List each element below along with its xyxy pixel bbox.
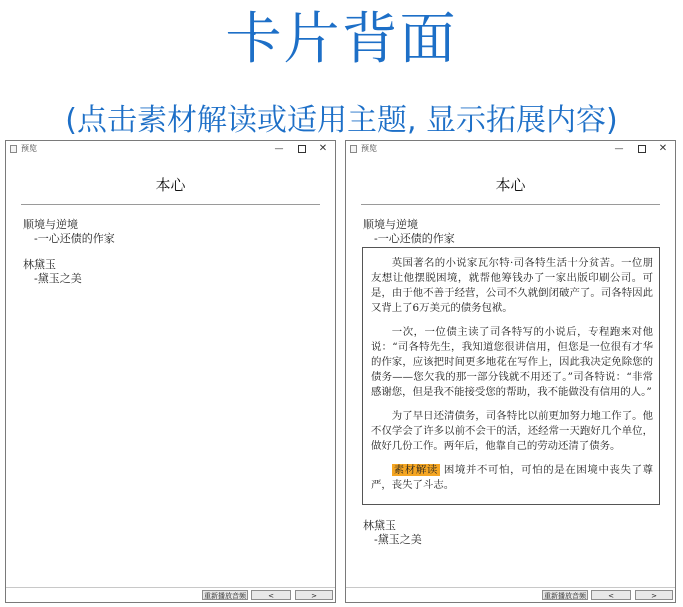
preview-window-collapsed [5, 140, 336, 603]
material-link-1[interactable]: -一心还债的作家 [374, 232, 455, 245]
minimize-button[interactable]: — [614, 144, 624, 154]
window-title: 预览 [361, 144, 377, 153]
theme-heading-1[interactable]: 顺境与逆境 [23, 218, 78, 231]
window-title: 预览 [21, 144, 37, 153]
maximize-button[interactable] [292, 142, 312, 156]
window-app-icon [350, 145, 357, 153]
preview-window-expanded [345, 140, 676, 603]
window-titlebar[interactable] [346, 141, 675, 158]
story-paragraph-3: 为了早日还清债务，司各特比以前更加努力地工作了。他不仅学会了许多以前不会干的活，还经常一天跑好几个单位，做好几份工作。两年后，他靠自己的劳动还清了债务。 [371, 410, 653, 452]
maximize-icon [298, 145, 306, 153]
prev-button[interactable]: < [251, 590, 291, 600]
replay-audio-button[interactable]: 重新播放音频 [544, 592, 586, 600]
maximize-button[interactable] [632, 142, 652, 156]
close-button[interactable]: ✕ [318, 143, 328, 154]
story-paragraph-1: 英国著名的小说家瓦尔特·司各特生活十分贫苦。一位朋友想让他摆脱困境，就帮他筹钱办了一家出版印刷公司。可是，由于他不善于经营，公司不久就倒闭破产了。司各特因此又背上了6万美元的债务包袱。 [371, 257, 653, 314]
bottom-toolbar [6, 587, 335, 602]
prev-button[interactable]: < [591, 590, 631, 600]
expanded-content-panel [362, 247, 660, 505]
next-button[interactable]: > [635, 590, 673, 600]
bottom-toolbar [346, 587, 675, 602]
page-subheading: (点击素材解读或适用主题, 显示拓展内容) [65, 103, 618, 138]
maximize-icon [638, 145, 646, 153]
material-link-2[interactable]: -黛玉之美 [34, 272, 82, 285]
analysis-paragraph [371, 463, 653, 493]
close-button[interactable]: ✕ [658, 143, 668, 154]
minimize-button[interactable]: — [274, 144, 284, 154]
title-divider [21, 204, 320, 205]
window-app-icon [10, 145, 17, 153]
card-title: 本心 [155, 176, 186, 194]
material-link-1[interactable]: -一心还债的作家 [34, 232, 115, 245]
next-button[interactable]: > [295, 590, 333, 600]
theme-heading-2[interactable]: 林黛玉 [23, 258, 56, 271]
page-heading: 卡片背面 [225, 7, 458, 72]
title-divider [361, 204, 660, 205]
story-paragraph-2: 一次，一位债主读了司各特写的小说后，专程跑来对他说：“司各特先生，我知道您很讲信用，但您是一位很有才华的作家，应该把时间更多地花在写作上，因此我决定免除您的债务——您欠我的那一部分钱就不用还了。”司各特说：“非常感谢您，但是我不能接受您的帮助，我不能做没有信用的人。” [371, 326, 653, 398]
replay-audio-button[interactable]: 重新播放音频 [204, 592, 246, 600]
analysis-text: 困境并不可怕，可怕的是在困境中丧失了尊严，丧失了斗志。 [371, 464, 653, 491]
card-title: 本心 [495, 176, 526, 194]
material-link-2[interactable]: -黛玉之美 [374, 533, 422, 546]
material-analysis-tag[interactable]: 素材解读 [393, 464, 438, 476]
window-titlebar[interactable] [6, 141, 335, 158]
theme-heading-2[interactable]: 林黛玉 [363, 519, 396, 532]
theme-heading-1[interactable]: 顺境与逆境 [363, 218, 418, 231]
